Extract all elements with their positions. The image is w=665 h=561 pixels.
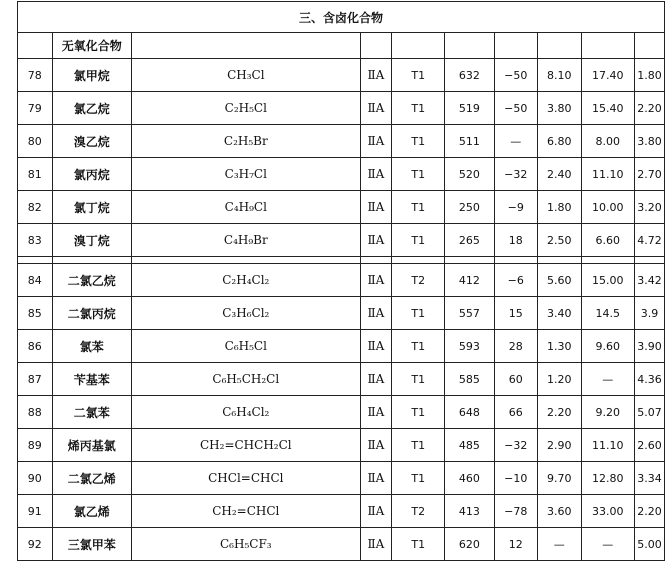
upper-explosive-limit: 10.00 xyxy=(581,191,634,224)
equipment-class: ⅡA xyxy=(360,92,392,125)
relative-density: 3.34 xyxy=(635,462,665,495)
separator-cell xyxy=(445,257,494,264)
table-row xyxy=(18,191,665,224)
compound-name: 溴乙烷 xyxy=(52,125,132,158)
lower-explosive-limit: 1.20 xyxy=(538,363,582,396)
table-row xyxy=(18,297,665,330)
equipment-class: ⅡA xyxy=(360,297,392,330)
row-number: 90 xyxy=(18,462,53,495)
ignition-temperature: 519 xyxy=(445,92,494,125)
flash-point: −10 xyxy=(494,462,538,495)
compound-name: 氯丙烷 xyxy=(52,158,132,191)
chemical-formula: C₆H₅Cl xyxy=(132,330,361,363)
empty-cell xyxy=(445,33,494,59)
row-number: 87 xyxy=(18,363,53,396)
empty-cell xyxy=(494,33,538,59)
row-number: 92 xyxy=(18,528,53,561)
separator-cell xyxy=(392,257,445,264)
table-row xyxy=(18,363,665,396)
temperature-group: T1 xyxy=(392,158,445,191)
temperature-group: T1 xyxy=(392,125,445,158)
lower-explosive-limit: 3.80 xyxy=(538,92,582,125)
row-number: 86 xyxy=(18,330,53,363)
temperature-group: T1 xyxy=(392,191,445,224)
flash-point: 60 xyxy=(494,363,538,396)
upper-explosive-limit: 15.40 xyxy=(581,92,634,125)
lower-explosive-limit: 6.80 xyxy=(538,125,582,158)
lower-explosive-limit: 9.70 xyxy=(538,462,582,495)
row-number: 82 xyxy=(18,191,53,224)
temperature-group: T1 xyxy=(392,224,445,257)
upper-explosive-limit: 17.40 xyxy=(581,59,634,92)
ignition-temperature: 460 xyxy=(445,462,494,495)
temperature-group: T1 xyxy=(392,429,445,462)
empty-cell xyxy=(132,33,361,59)
lower-explosive-limit: 2.50 xyxy=(538,224,582,257)
relative-density: 2.20 xyxy=(635,92,665,125)
flash-point: −9 xyxy=(494,191,538,224)
compound-name: 二氯苯 xyxy=(52,396,132,429)
subheader-label: 无氧化合物 xyxy=(52,33,132,59)
compound-name: 氯乙烷 xyxy=(52,92,132,125)
upper-explosive-limit: 8.00 xyxy=(581,125,634,158)
row-number: 84 xyxy=(18,264,53,297)
equipment-class: ⅡA xyxy=(360,396,392,429)
table-row xyxy=(18,528,665,561)
row-number: 78 xyxy=(18,59,53,92)
temperature-group: T1 xyxy=(392,363,445,396)
ignition-temperature: 511 xyxy=(445,125,494,158)
compound-name: 氯丁烷 xyxy=(52,191,132,224)
subheader-row xyxy=(18,33,665,59)
upper-explosive-limit: 15.00 xyxy=(581,264,634,297)
equipment-class: ⅡA xyxy=(360,363,392,396)
equipment-class: ⅡA xyxy=(360,224,392,257)
chemical-formula: C₃H₆Cl₂ xyxy=(132,297,361,330)
table-row xyxy=(18,495,665,528)
lower-explosive-limit: 1.30 xyxy=(538,330,582,363)
flash-point: −32 xyxy=(494,429,538,462)
equipment-class: ⅡA xyxy=(360,495,392,528)
empty-cell xyxy=(18,33,53,59)
lower-explosive-limit: 2.20 xyxy=(538,396,582,429)
flash-point: 15 xyxy=(494,297,538,330)
chemical-formula: CH₂=CHCH₂Cl xyxy=(132,429,361,462)
temperature-group: T1 xyxy=(392,396,445,429)
upper-explosive-limit: 6.60 xyxy=(581,224,634,257)
ignition-temperature: 585 xyxy=(445,363,494,396)
table-row xyxy=(18,462,665,495)
temperature-group: T1 xyxy=(392,92,445,125)
ignition-temperature: 250 xyxy=(445,191,494,224)
equipment-class: ⅡA xyxy=(360,462,392,495)
flash-point: 28 xyxy=(494,330,538,363)
ignition-temperature: 593 xyxy=(445,330,494,363)
lower-explosive-limit: 2.90 xyxy=(538,429,582,462)
row-number: 83 xyxy=(18,224,53,257)
compound-name: 溴丁烷 xyxy=(52,224,132,257)
chemical-formula: C₄H₉Br xyxy=(132,224,361,257)
ignition-temperature: 620 xyxy=(445,528,494,561)
temperature-group: T2 xyxy=(392,264,445,297)
upper-explosive-limit: 11.10 xyxy=(581,158,634,191)
upper-explosive-limit: 33.00 xyxy=(581,495,634,528)
empty-cell xyxy=(581,33,634,59)
upper-explosive-limit: 11.10 xyxy=(581,429,634,462)
chemical-formula: C₂H₅Cl xyxy=(132,92,361,125)
table-row xyxy=(18,224,665,257)
empty-cell xyxy=(635,33,665,59)
chemical-formula: C₆H₅CH₂Cl xyxy=(132,363,361,396)
flash-point: — xyxy=(494,125,538,158)
relative-density: 4.36 xyxy=(635,363,665,396)
relative-density: 5.07 xyxy=(635,396,665,429)
upper-explosive-limit: 9.20 xyxy=(581,396,634,429)
table-row xyxy=(18,264,665,297)
empty-cell xyxy=(360,33,392,59)
row-separator xyxy=(18,257,665,264)
relative-density: 5.00 xyxy=(635,528,665,561)
equipment-class: ⅡA xyxy=(360,528,392,561)
chemical-formula: C₄H₉Cl xyxy=(132,191,361,224)
flash-point: −78 xyxy=(494,495,538,528)
relative-density: 4.72 xyxy=(635,224,665,257)
table-row xyxy=(18,125,665,158)
ignition-temperature: 648 xyxy=(445,396,494,429)
upper-explosive-limit: — xyxy=(581,528,634,561)
flash-point: 18 xyxy=(494,224,538,257)
relative-density: 3.80 xyxy=(635,125,665,158)
row-number: 85 xyxy=(18,297,53,330)
chemical-formula: C₆H₅CF₃ xyxy=(132,528,361,561)
lower-explosive-limit: 3.40 xyxy=(538,297,582,330)
flash-point: 12 xyxy=(494,528,538,561)
equipment-class: ⅡA xyxy=(360,330,392,363)
upper-explosive-limit: 12.80 xyxy=(581,462,634,495)
row-number: 80 xyxy=(18,125,53,158)
row-number: 89 xyxy=(18,429,53,462)
hazard-table xyxy=(17,1,665,561)
upper-explosive-limit: 14.5 xyxy=(581,297,634,330)
compound-name: 苄基苯 xyxy=(52,363,132,396)
section-title: 三、含卤化合物 xyxy=(18,2,665,33)
lower-explosive-limit: 5.60 xyxy=(538,264,582,297)
temperature-group: T1 xyxy=(392,330,445,363)
table-row xyxy=(18,92,665,125)
chemical-formula: C₂H₄Cl₂ xyxy=(132,264,361,297)
row-number: 81 xyxy=(18,158,53,191)
temperature-group: T1 xyxy=(392,462,445,495)
table-row xyxy=(18,59,665,92)
separator-cell xyxy=(18,257,53,264)
row-number: 91 xyxy=(18,495,53,528)
chemical-formula: C₃H₇Cl xyxy=(132,158,361,191)
row-number: 88 xyxy=(18,396,53,429)
flash-point: −50 xyxy=(494,59,538,92)
temperature-group: T1 xyxy=(392,528,445,561)
relative-density: 2.60 xyxy=(635,429,665,462)
flash-point: −6 xyxy=(494,264,538,297)
lower-explosive-limit: 2.40 xyxy=(538,158,582,191)
separator-cell xyxy=(538,257,582,264)
compound-name: 氯甲烷 xyxy=(52,59,132,92)
separator-cell xyxy=(132,257,361,264)
lower-explosive-limit: 3.60 xyxy=(538,495,582,528)
lower-explosive-limit: 1.80 xyxy=(538,191,582,224)
equipment-class: ⅡA xyxy=(360,191,392,224)
relative-density: 3.90 xyxy=(635,330,665,363)
compound-name: 氯乙烯 xyxy=(52,495,132,528)
compound-name: 二氯乙烯 xyxy=(52,462,132,495)
ignition-temperature: 265 xyxy=(445,224,494,257)
equipment-class: ⅡA xyxy=(360,125,392,158)
separator-cell xyxy=(581,257,634,264)
chemical-formula: CHCl=CHCl xyxy=(132,462,361,495)
relative-density: 3.9 xyxy=(635,297,665,330)
equipment-class: ⅡA xyxy=(360,59,392,92)
upper-explosive-limit: — xyxy=(581,363,634,396)
ignition-temperature: 557 xyxy=(445,297,494,330)
row-number: 79 xyxy=(18,92,53,125)
table-row xyxy=(18,330,665,363)
separator-cell xyxy=(52,257,132,264)
equipment-class: ⅡA xyxy=(360,158,392,191)
chemical-formula: C₆H₄Cl₂ xyxy=(132,396,361,429)
table-row xyxy=(18,429,665,462)
separator-cell xyxy=(360,257,392,264)
equipment-class: ⅡA xyxy=(360,264,392,297)
chemical-formula: CH₂=CHCl xyxy=(132,495,361,528)
relative-density: 2.20 xyxy=(635,495,665,528)
flash-point: 66 xyxy=(494,396,538,429)
chemical-formula: CH₃Cl xyxy=(132,59,361,92)
separator-cell xyxy=(494,257,538,264)
flash-point: −50 xyxy=(494,92,538,125)
section-title-row xyxy=(18,2,665,33)
compound-name: 氯苯 xyxy=(52,330,132,363)
separator-cell xyxy=(635,257,665,264)
ignition-temperature: 412 xyxy=(445,264,494,297)
table-row xyxy=(18,396,665,429)
chemical-formula: C₂H₅Br xyxy=(132,125,361,158)
relative-density: 3.20 xyxy=(635,191,665,224)
flash-point: −32 xyxy=(494,158,538,191)
equipment-class: ⅡA xyxy=(360,429,392,462)
ignition-temperature: 632 xyxy=(445,59,494,92)
upper-explosive-limit: 9.60 xyxy=(581,330,634,363)
table-row xyxy=(18,158,665,191)
empty-cell xyxy=(538,33,582,59)
compound-name: 二氯丙烷 xyxy=(52,297,132,330)
compound-name: 三氯甲苯 xyxy=(52,528,132,561)
compound-name: 二氯乙烷 xyxy=(52,264,132,297)
temperature-group: T2 xyxy=(392,495,445,528)
ignition-temperature: 485 xyxy=(445,429,494,462)
temperature-group: T1 xyxy=(392,59,445,92)
relative-density: 3.42 xyxy=(635,264,665,297)
ignition-temperature: 413 xyxy=(445,495,494,528)
relative-density: 2.70 xyxy=(635,158,665,191)
lower-explosive-limit: 8.10 xyxy=(538,59,582,92)
relative-density: 1.80 xyxy=(635,59,665,92)
lower-explosive-limit: — xyxy=(538,528,582,561)
temperature-group: T1 xyxy=(392,297,445,330)
ignition-temperature: 520 xyxy=(445,158,494,191)
compound-name: 烯丙基氯 xyxy=(52,429,132,462)
empty-cell xyxy=(392,33,445,59)
